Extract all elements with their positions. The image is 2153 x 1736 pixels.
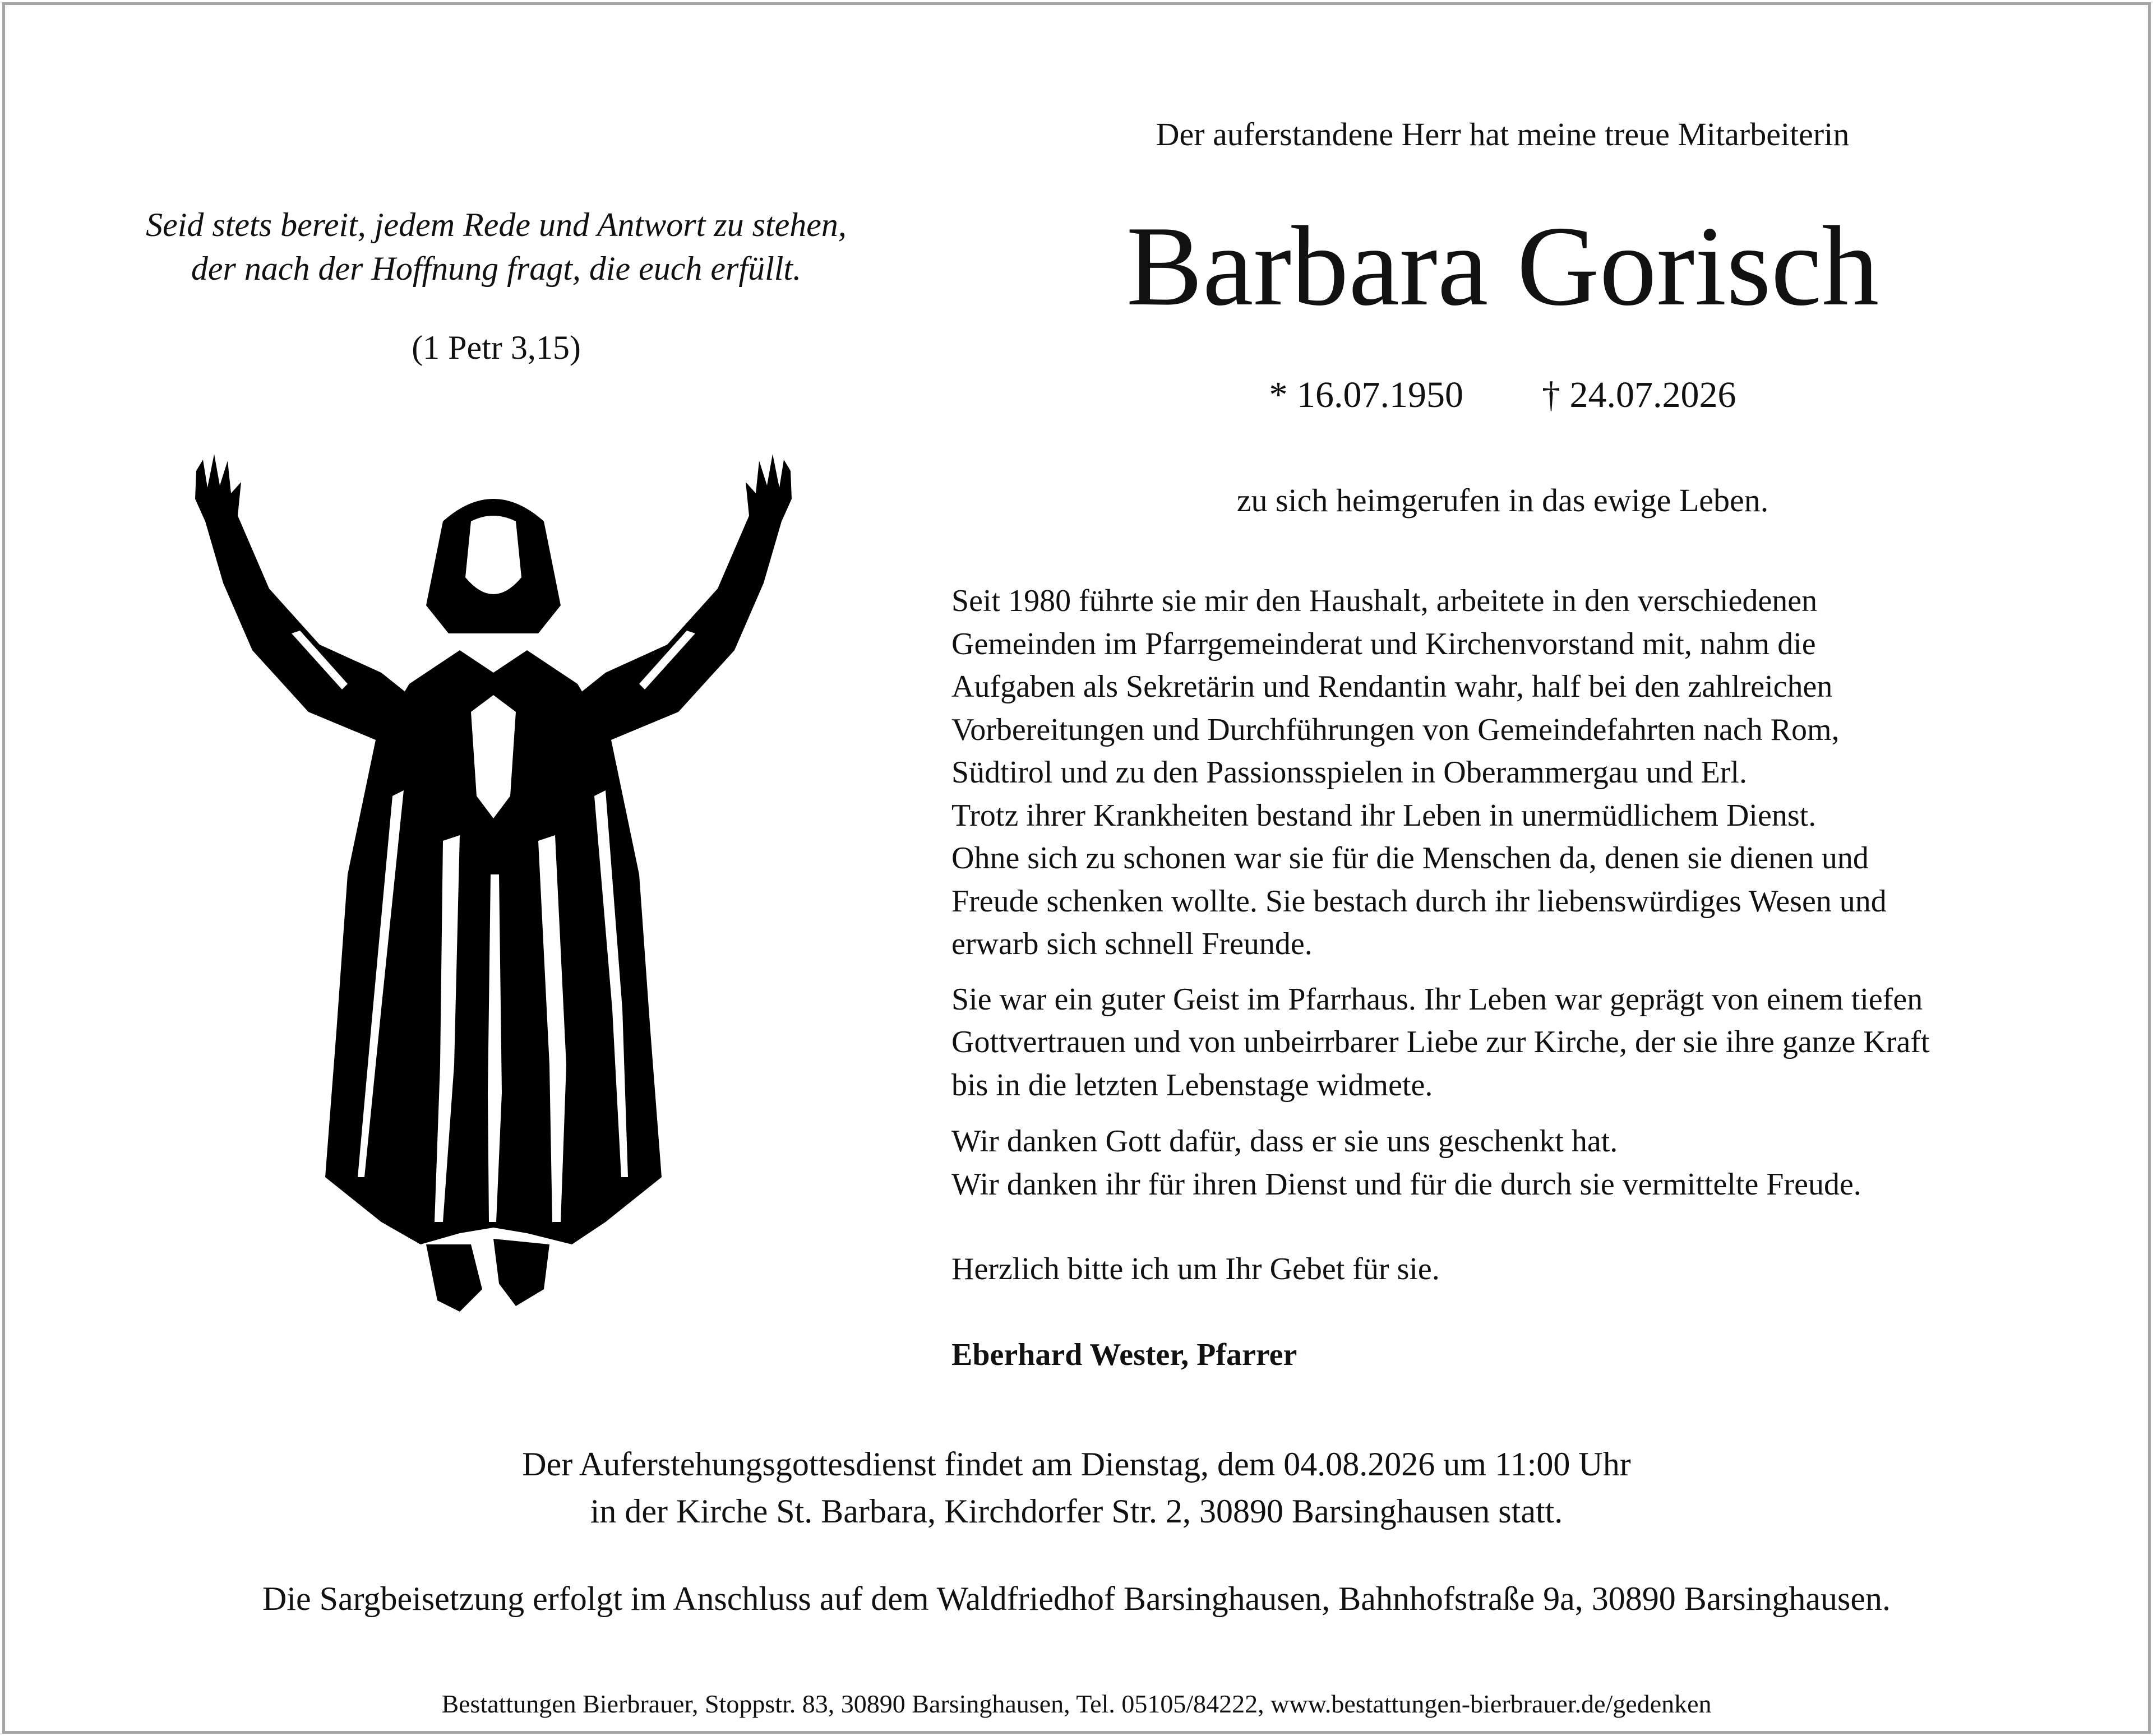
body-line: Südtirol und zu den Passionsspielen in Oberammergau und Erl.	[951, 755, 1747, 790]
service-line: in der Kirche St. Barbara, Kirchdorfer Str. 2, 30890 Barsinghausen statt.	[590, 1493, 1563, 1530]
body-line: Gemeinden im Pfarrgemeinderat und Kirchenvorstand mit, nahm die	[951, 626, 1816, 661]
quote-line: der nach der Hoffnung fragt, die euch erfüllt.	[191, 250, 802, 287]
body-line: Gottvertrauen und von unbeirrbarer Liebe zur Kirche, der sie ihre ganze Kraft	[951, 1025, 1930, 1059]
birth-date: * 16.07.1950	[1269, 374, 1463, 415]
body-line: Seit 1980 führte sie mir den Haushalt, arbeitete in den verschiedenen	[951, 584, 1818, 618]
called-home-line: zu sich heimgerufen in das ewige Leben.	[1236, 482, 1769, 519]
body-line: Freude schenken wollte. Sie bestach durch ihr liebenswürdiges Wesen und	[951, 883, 1887, 919]
body-line: Sie war ein guter Geist im Pfarrhaus. Ihr Leben war geprägt von einem tiefen	[951, 982, 1923, 1017]
life-dates	[1043, 370, 1962, 420]
risen-christ-icon	[179, 448, 807, 1323]
funeral-home-footer: Bestattungen Bierbrauer, Stoppstr. 83, 30890 Barsinghausen, Tel. 05105/84222, www.bestattungen-bierbrauer.de/gedenken	[441, 1689, 1712, 1718]
death-date: † 24.07.2026	[1542, 374, 1736, 415]
burial-info: Die Sargbeisetzung erfolgt im Anschluss auf dem Waldfriedhof Barsinghausen, Bahnhofstraße 9a, 30890 Barsinghausen.	[262, 1580, 1891, 1617]
body-paragraph	[951, 580, 2129, 966]
thanks-line: Wir danken Gott dafür, dass er sie uns geschenkt hat.	[951, 1124, 1618, 1159]
obituary-body	[951, 580, 2129, 1119]
service-line: Der Auferstehungsgottesdienst findet am Dienstag, dem 04.08.2026 um 11:00 Uhr	[522, 1446, 1631, 1483]
thanks-line: Wir danken ihr für ihren Dienst und für die durch sie vermittelte Freude.	[951, 1166, 1861, 1202]
bible-quote	[34, 203, 959, 290]
body-line: Vorbereitungen und Durchführungen von Gemeindefahrten nach Rom,	[951, 712, 1840, 747]
body-line: erwarb sich schnell Freunde.	[951, 927, 1313, 961]
body-line: Aufgaben als Sekretärin und Rendantin wahr, half bei den zahlreichen	[951, 669, 1833, 704]
intro-line: Der auferstandene Herr hat meine treue Mitarbeiterin	[1156, 116, 1850, 152]
body-line: Trotz ihrer Krankheiten bestand ihr Leben in unermüdlichem Dienst.	[951, 798, 1817, 833]
thanks-block	[951, 1120, 2129, 1206]
body-line: Ohne sich zu schonen war sie für die Menschen da, denen sie dienen und	[951, 841, 1869, 876]
quote-reference: (1 Petr 3,15)	[412, 329, 581, 366]
deceased-name: Barbara Gorisch	[1126, 203, 1879, 330]
quote-line: Seid stets bereit, jedem Rede und Antwort zu stehen,	[146, 206, 847, 243]
body-paragraph	[951, 978, 2129, 1107]
prayer-request: Herzlich bitte ich um Ihr Gebet für sie.	[951, 1252, 1440, 1286]
body-line: bis in die letzten Lebenstage widmete.	[951, 1067, 1433, 1103]
service-info	[34, 1441, 2119, 1535]
signature: Eberhard Wester, Pfarrer	[951, 1337, 1297, 1372]
